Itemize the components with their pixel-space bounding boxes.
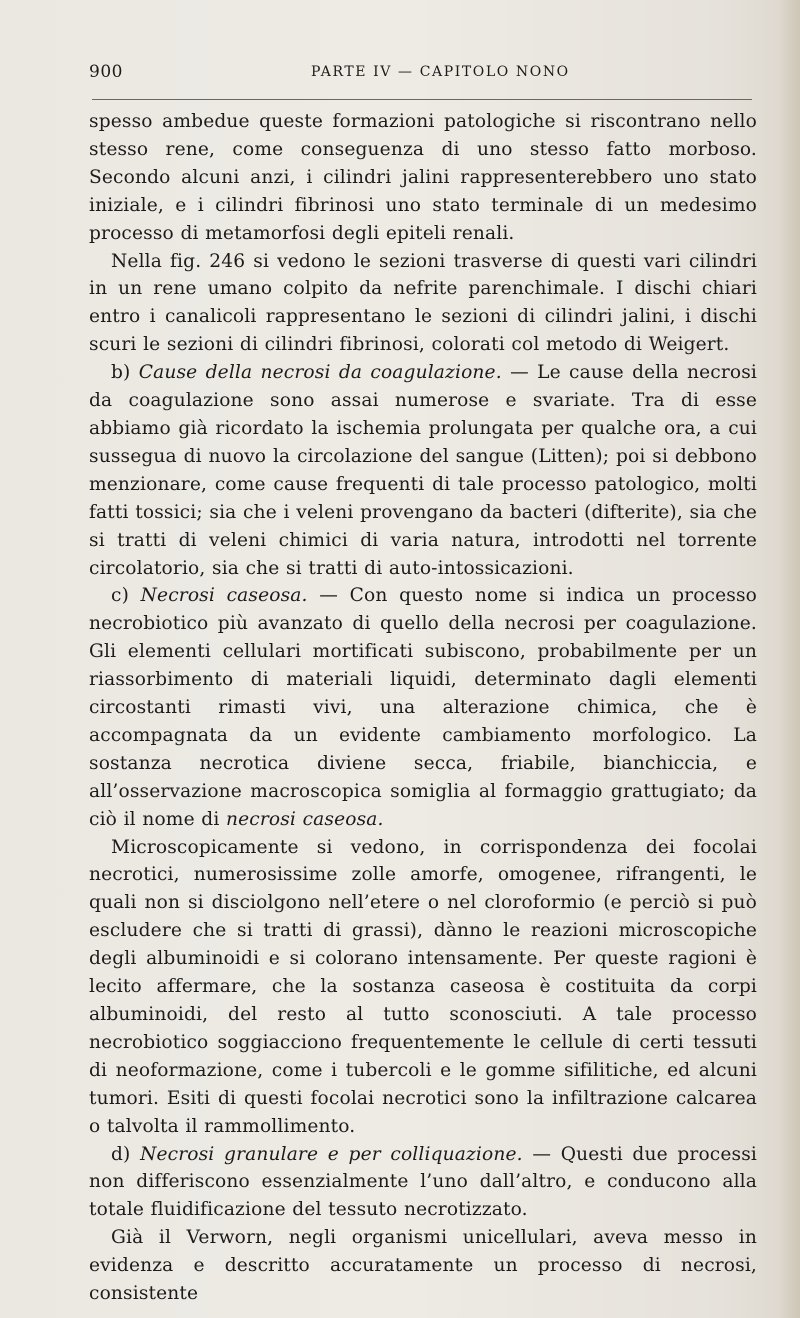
body-text [89, 108, 757, 1308]
paragraph-continuation: spesso ambedue queste formazioni patologiche si riscontrano nello stesso rene, come conseguenza di uno stesso fatto morboso. Secondo alcuni anzi, i cilindri jalini rappresenterebbero uno stato iniziale, e i cilindri fibrinosi uno stato terminale di un medesimo processo di metamorfosi degli epiteli renali. [89, 111, 757, 244]
header-rule [92, 99, 752, 100]
running-head: PARTE IV — CAPITOLO NONO [311, 64, 570, 80]
paragraph-microscopy: Microscopicamente si vedono, in corrispondenza dei focolai necrotici, numerosissime zolle amorfe, omogenee, rifrangenti, le quali non si disciolgono nell’etere o nel cloroformio (e perciò si può escludere che si tratti di grassi), dànno le reazioni microscopiche degli albuminoidi e si colorano intensamente. Per queste ragioni è lecito affermare, che la sostanza caseosa è costituita da corpi albuminoidi, del resto al tutto sconosciuti. A tale processo necrobiotico soggiacciono frequentemente le cellule di certi tessuti di neoformazione, come i tubercoli e le gomme sifilitiche, ed alcuni tumori. Esiti di questi focolai necrotici sono la infiltrazione calcarea o talvolta il rammollimento. [89, 836, 757, 1137]
paragraph-verworn: Già il Verworn, negli organismi unicellulari, aveva messo in evidenza e descritto accuratamente un processo di necrosi, consistente [89, 1227, 757, 1305]
paragraph-figure-246: Nella fig. 246 si vedono le sezioni trasverse di questi vari cilindri in un rene umano colpito da nefrite parenchimale. I dischi chiari entro i canalicoli rappresentano le sezioni di cilindri jalini, i dischi scuri le sezioni di cilindri fibrinosi, colorati col metodo di Weigert. [89, 250, 757, 356]
section-c-title: Necrosi caseosa. [140, 585, 308, 607]
page-number: 900 [89, 62, 123, 82]
section-d-label: d) [111, 1143, 131, 1165]
page-header [89, 62, 749, 88]
section-b-text: — Le cause della necrosi da coagulazione sono assai numerose e svariate. Tra di esse abbiamo già ricordato la ischemia prolungata per qualche ora, a cui sussegua di nuovo la circolazione del sangue (Litten); poi si debbono menzionare, come cause frequenti di tale processo patologico, molti fatti tossici; sia che i veleni provengano da bacteri (difterite), sia che si tratti di veleni chimici di varia natura, introdotti nel torrente circolatorio, sia che si tratti di auto-intossicazioni. [89, 362, 757, 579]
section-b-label: b) [111, 362, 131, 384]
section-b-title: Cause della necrosi da coagulazione. [138, 362, 502, 384]
section-d-text: — Questi due processi non differiscono essenzialmente l’uno dall’altro, e conducono alla totale fluidificazione del tessuto necrotizzato. [89, 1143, 757, 1221]
section-c [89, 582, 757, 833]
page-edge-shading [778, 0, 800, 1318]
section-d [89, 1141, 757, 1225]
section-c-label: c) [111, 585, 129, 607]
section-b [89, 359, 757, 582]
section-c-term: necrosi caseosa. [226, 808, 384, 830]
section-d-title: Necrosi granulare e per colliquazione. [140, 1143, 523, 1165]
section-c-text: — Con questo nome si indica un processo necrobiotico più avanzato di quello della necrosi per coagulazione. Gli elementi cellulari mortificati subiscono, probabilmente per un riassorbimento di materiali liquidi, determinato dagli elementi circostanti rimasti vivi, una alterazione chimica, che è accompagnata da un evidente cambiamento morfologico. La sostanza necrotica diviene secca, friabile, bianchiccia, e all’osservazione macroscopica somiglia al formaggio grattugiato; da ciò il nome di [89, 585, 757, 830]
